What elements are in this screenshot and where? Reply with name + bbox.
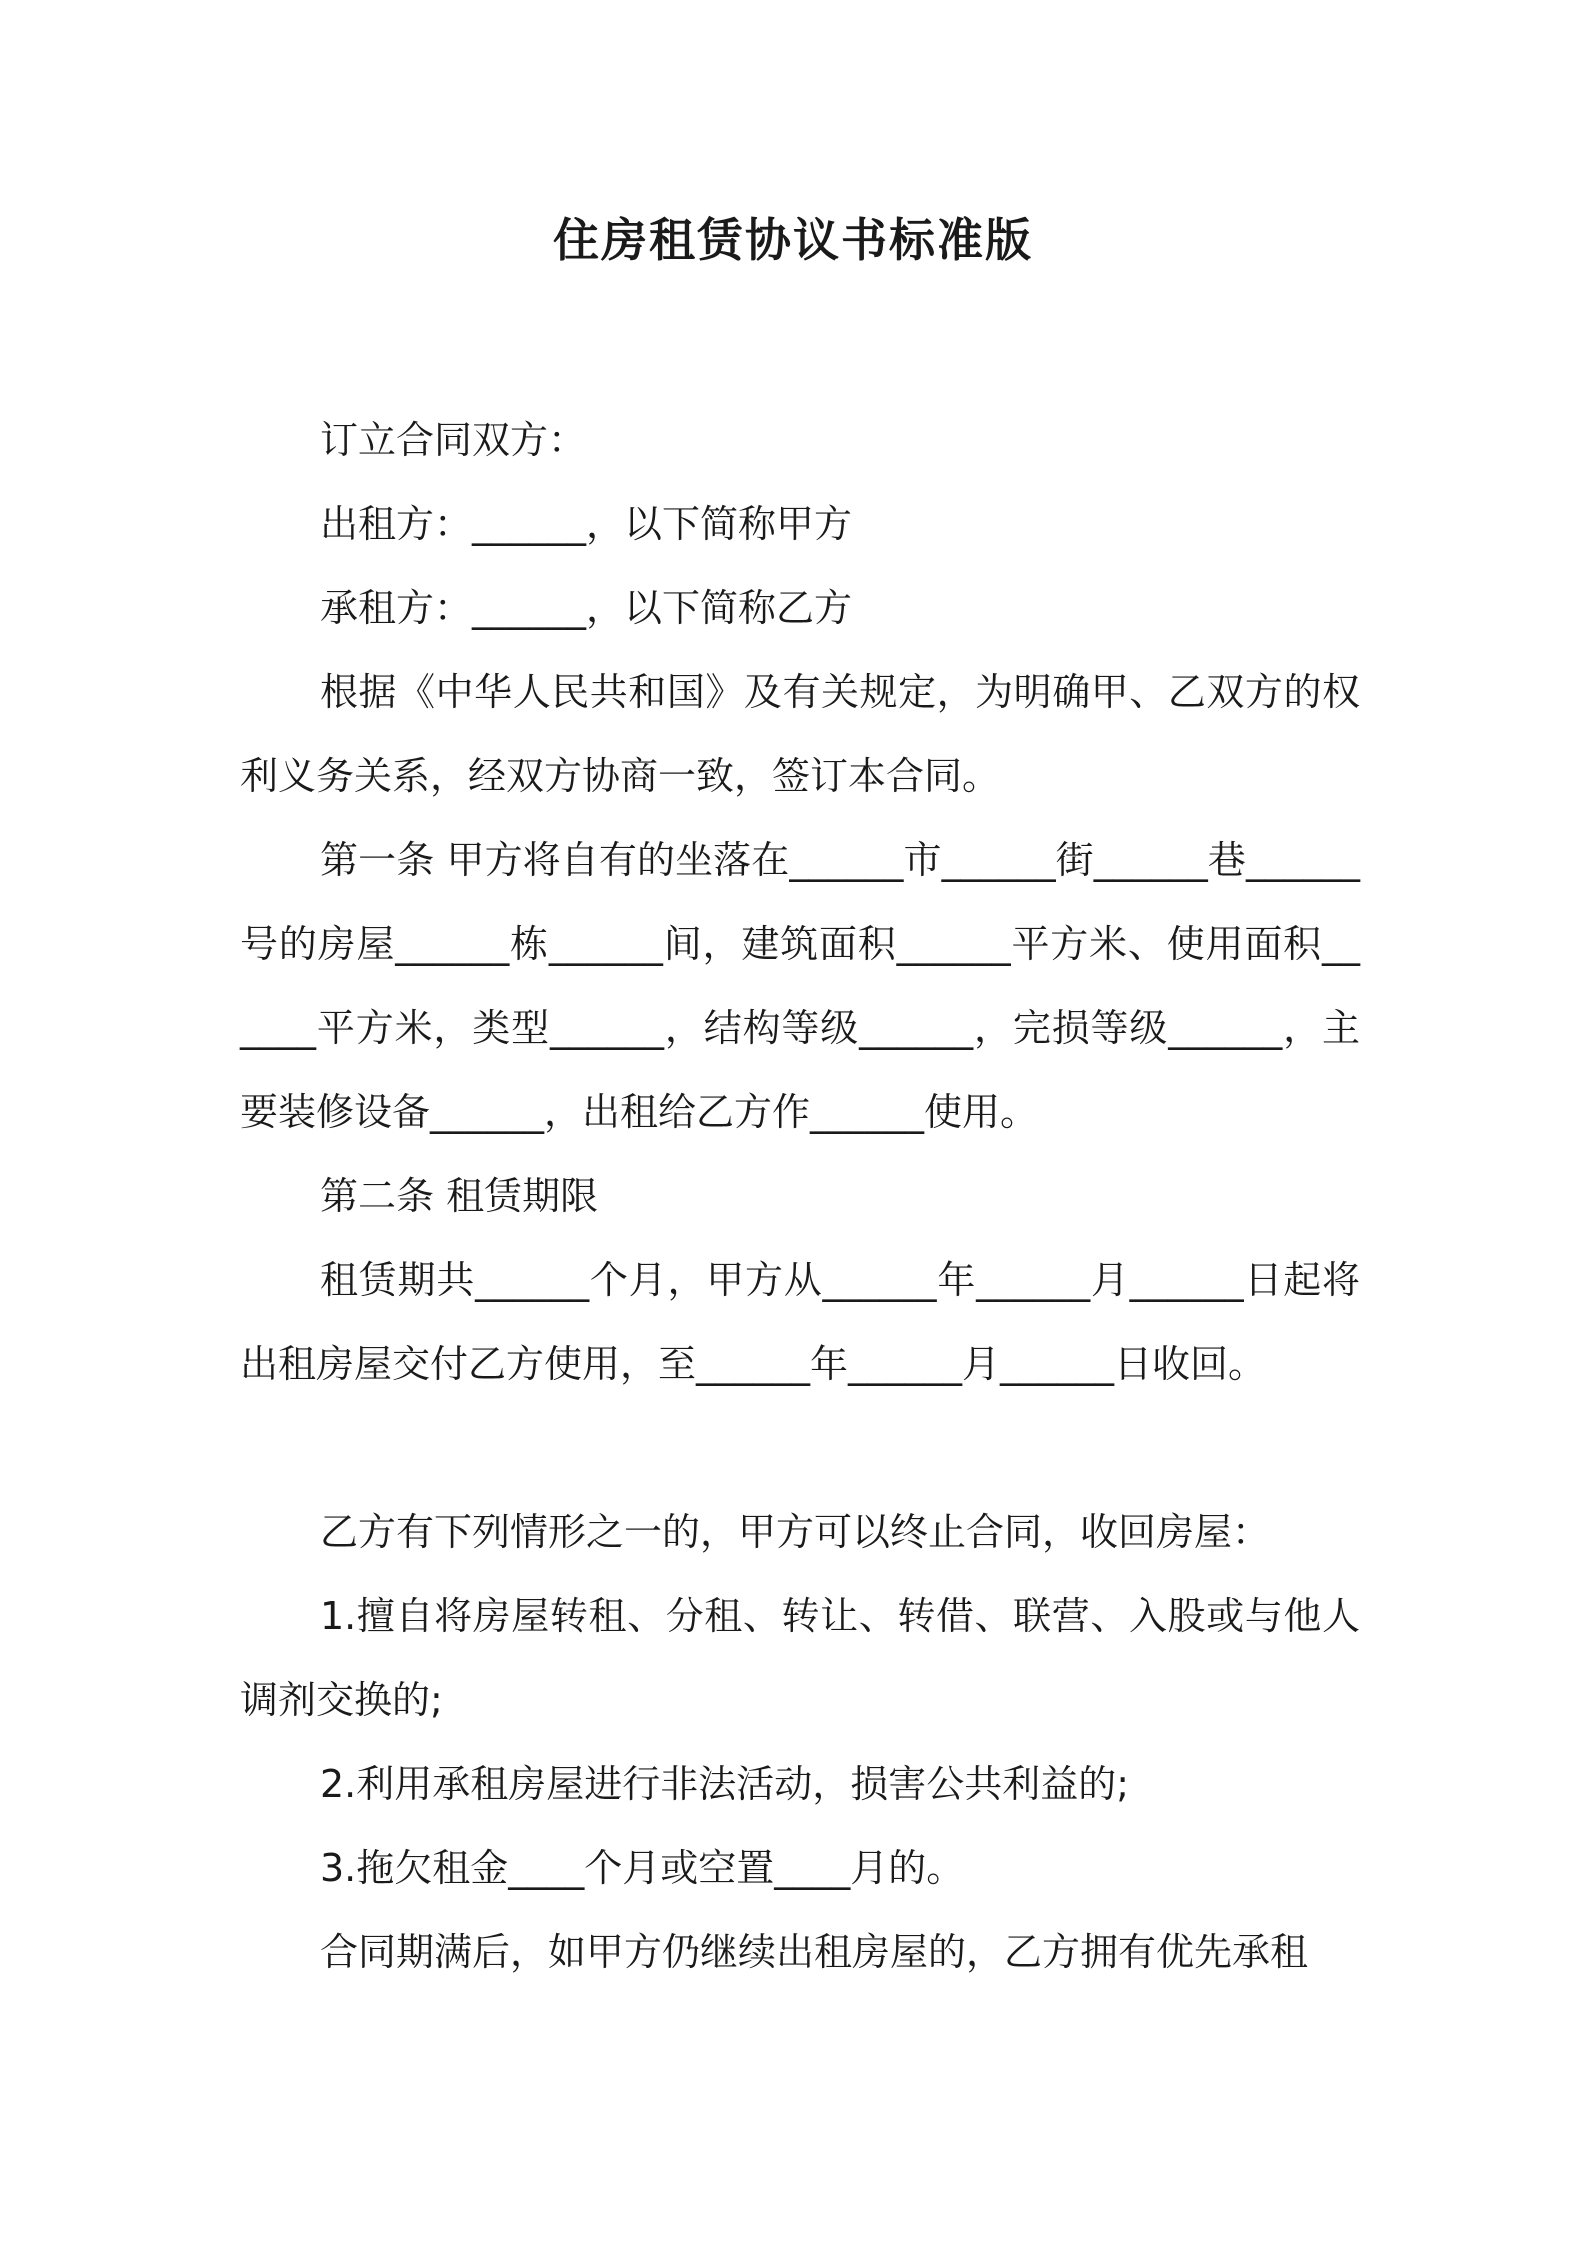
- document-title: 住房租赁协议书标准版: [553, 213, 1033, 267]
- paragraph-termination-intro: 乙方有下列情形之一的，甲方可以终止合同，收回房屋：: [320, 1510, 1271, 1554]
- paragraph-article-2-heading: 第二条 租赁期限: [320, 1174, 599, 1218]
- paragraph-preamble: 根据《中华人民共和国》及有关规定，为明确甲、乙双方的权利义务关系，经双方协商一致，签订本合同。: [240, 670, 1360, 798]
- paragraph-clause-1: 1.擅自将房屋转租、分租、转让、转借、联营、入股或与他人调剂交换的;: [240, 1594, 1360, 1722]
- paragraph-article-1: 第一条 甲方将自有的坐落在______市______街______巷______号的房屋______栋______间，建筑面积______平方米、使用面积______平方米，类型______，结构等级______，完损等级______，主要装修设备______，出租给乙方作______使用。: [240, 838, 1360, 1134]
- paragraph-clause-3: 3.拖欠租金____个月或空置____月的。: [320, 1846, 965, 1890]
- paragraph-lease-term: 租赁期共______个月，甲方从______年______月______日起将出租房屋交付乙方使用，至______年______月______日收回。: [240, 1258, 1360, 1386]
- paragraph-renewal: 合同期满后，如甲方仍继续出租房屋的，乙方拥有优先承租: [320, 1930, 1309, 1974]
- paragraph-lessor: 出租方：______，以下简称甲方: [320, 502, 853, 546]
- paragraph-lessee: 承租方：______，以下简称乙方: [320, 586, 853, 630]
- paragraph-clause-2: 2.利用承租房屋进行非法活动，损害公共利益的;: [320, 1762, 1130, 1806]
- paragraph-parties: 订立合同双方：: [320, 418, 587, 462]
